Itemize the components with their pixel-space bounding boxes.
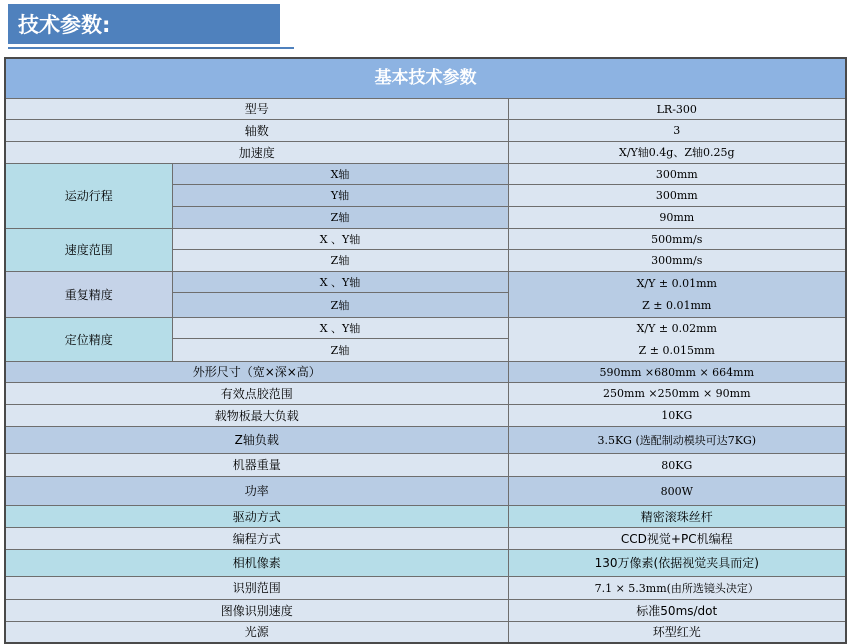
table-row: [5, 164, 846, 185]
merged-value-position: [508, 318, 846, 362]
row-label: 型号: [5, 99, 508, 120]
table-row: [5, 477, 846, 506]
table-row: [5, 550, 846, 577]
row-value: 标准50ms/dot: [508, 600, 846, 622]
group-label-speed: 速度范围: [5, 229, 172, 272]
table-row: [5, 405, 846, 427]
row-value: 90mm: [508, 207, 846, 229]
row-value: 500mm/s: [508, 229, 846, 250]
table-row: [5, 528, 846, 550]
section-header: [8, 4, 280, 44]
table-row: [5, 427, 846, 454]
row-value: CCD视觉+PC机编程: [508, 528, 846, 550]
row-value: 300mm/s: [508, 250, 846, 272]
row-label: Z轴负载: [5, 427, 508, 454]
table-row: [5, 600, 846, 622]
row-value: X/Y轴0.4g、Z轴0.25g: [508, 142, 846, 164]
row-value: 环型红光: [508, 622, 846, 644]
table-row: [5, 120, 846, 142]
table-row: [5, 318, 846, 339]
row-label: 相机像素: [5, 550, 508, 577]
group-label-travel: 运动行程: [5, 164, 172, 229]
row-label: 图像识别速度: [5, 600, 508, 622]
table-row: [5, 142, 846, 164]
row-value: 3: [508, 120, 846, 142]
row-value: 300mm: [508, 164, 846, 185]
row-label: 载物板最大负载: [5, 405, 508, 427]
row-value: 3.5KG (选配制动模块可达7KG): [508, 427, 846, 454]
row-value: 10KG: [508, 405, 846, 427]
row-value: LR-300: [508, 99, 846, 120]
row-value: 800W: [508, 477, 846, 506]
row-value: 590mm ×680mm × 664mm: [508, 362, 846, 383]
table-row: [5, 506, 846, 528]
row-value: 7.1 × 5.3mm(由所选镜头决定）: [508, 577, 846, 600]
row-value: 精密滚珠丝杆: [508, 506, 846, 528]
axis-label: X 、Y轴: [172, 318, 508, 339]
row-value: 250mm ×250mm × 90mm: [508, 383, 846, 405]
table-row: [5, 383, 846, 405]
value-line: X/Y ± 0.01mm: [636, 276, 717, 290]
table-row: [5, 272, 846, 293]
merged-value-repeat: [508, 272, 846, 318]
row-label: 加速度: [5, 142, 508, 164]
axis-label: Z轴: [172, 250, 508, 272]
table-row: [5, 577, 846, 600]
header-underline: [8, 47, 294, 49]
table-title: 基本技术参数: [5, 58, 846, 99]
value-line: Z ± 0.015mm: [638, 343, 715, 357]
row-label: 外形尺寸（宽×深×高）: [5, 362, 508, 383]
group-label-position: 定位精度: [5, 318, 172, 362]
axis-label: X 、Y轴: [172, 272, 508, 293]
value-line: Z ± 0.01mm: [642, 299, 712, 313]
row-label: 驱动方式: [5, 506, 508, 528]
row-label: 识别范围: [5, 577, 508, 600]
table-title-row: [5, 58, 846, 99]
table-row: [5, 362, 846, 383]
axis-label: Z轴: [172, 339, 508, 362]
group-label-repeat: 重复精度: [5, 272, 172, 318]
axis-label: Y轴: [172, 185, 508, 207]
axis-label: Z轴: [172, 293, 508, 318]
row-value: 130万像素(依据视觉夹具而定): [508, 550, 846, 577]
axis-label: X 、Y轴: [172, 229, 508, 250]
table-row: [5, 454, 846, 477]
table-row: [5, 229, 846, 250]
row-label: 光源: [5, 622, 508, 644]
row-value: 80KG: [508, 454, 846, 477]
table-row: [5, 622, 846, 644]
row-value: 300mm: [508, 185, 846, 207]
spec-table: [4, 57, 847, 644]
axis-label: Z轴: [172, 207, 508, 229]
row-label: 功率: [5, 477, 508, 506]
axis-label: X轴: [172, 164, 508, 185]
table-row: [5, 99, 846, 120]
value-line: X/Y ± 0.02mm: [636, 322, 717, 336]
row-label: 有效点胶范围: [5, 383, 508, 405]
row-label: 轴数: [5, 120, 508, 142]
row-label: 编程方式: [5, 528, 508, 550]
section-title: 技术参数:: [18, 13, 111, 37]
row-label: 机器重量: [5, 454, 508, 477]
